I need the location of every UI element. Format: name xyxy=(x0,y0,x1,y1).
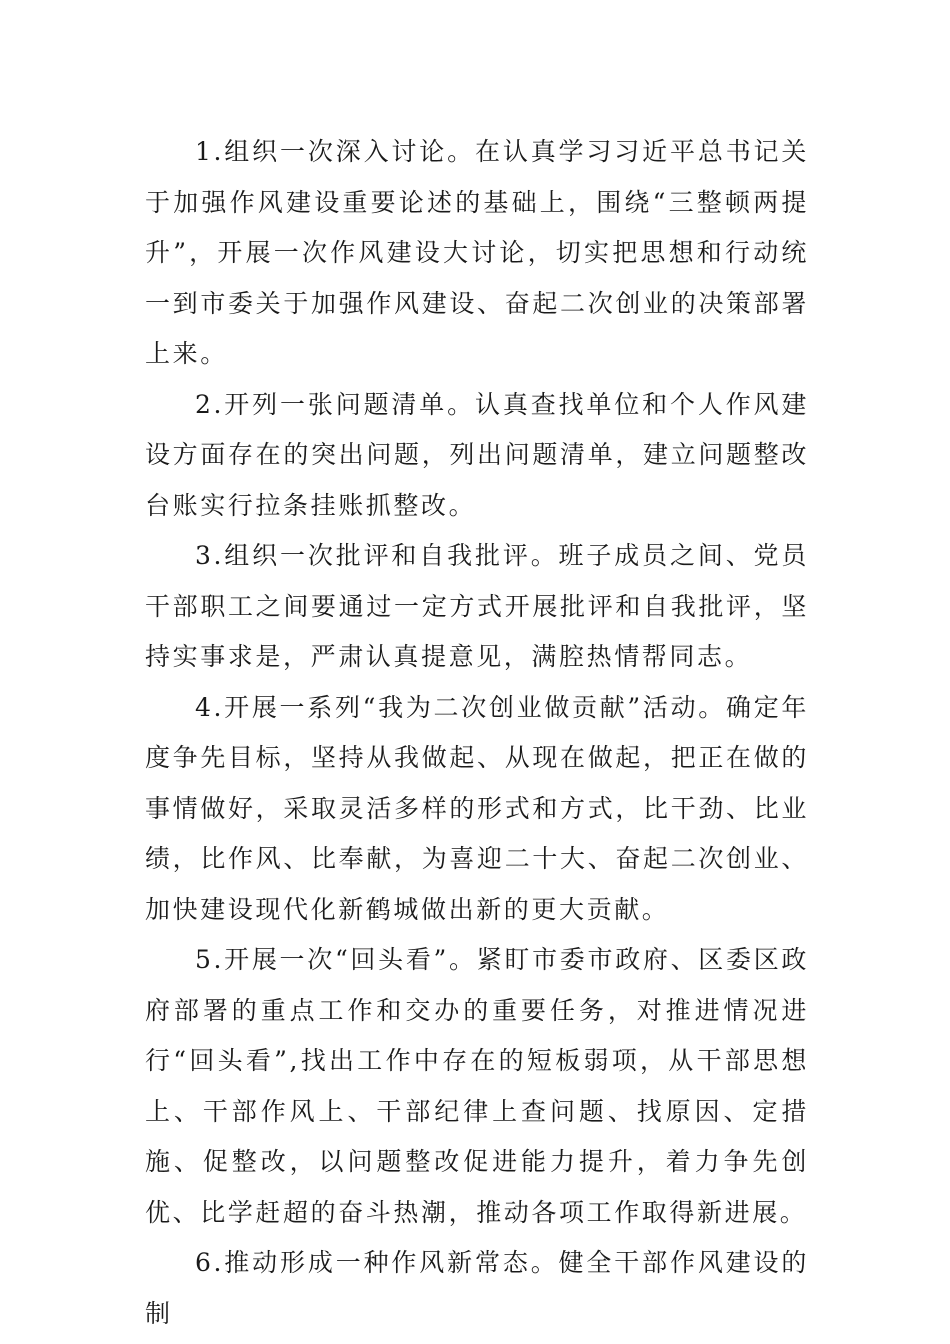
paragraph-2: 2.开列一张问题清单。认真查找单位和个人作风建设方面存在的突出问题，列出问题清单，建立问题整改台账实行拉条挂账抓整改。 xyxy=(145,389,809,520)
paragraph-3: 3.组织一次批评和自我批评。班子成员之间、党员干部职工之间要通过一定方式开展批评和自我批评，坚持实事求是，严肃认真提意见，满腔热情帮同志。 xyxy=(145,541,809,671)
paragraph-6: 6.推动形成一种作风新常态。健全干部作风建设的制 xyxy=(145,1248,809,1328)
paragraph-5: 5.开展一次“回头看”。紧盯市委市政府、区委区政府部署的重点工作和交办的重要任务，对推进情况进行“回头看”,找出工作中存在的短板弱项，从干部思想上、干部作风上、干部纪律上查问题、找原因、定措施、促整改，以问题整改促进能力提升，着力争先创优、比学赶超的奋斗热潮，推动各项工作取得新进展。 xyxy=(145,945,809,1227)
paragraph-1: 1.组织一次深入讨论。在认真学习习近平总书记关于加强作风建设重要论述的基础上，围绕“三整顿两提升”，开展一次作风建设大讨论，切实把思想和行动统一到市委关于加强作风建设、奋起二次创业的决策部署上来。 xyxy=(145,137,809,368)
paragraph-4: 4.开展一系列“我为二次创业做贡献”活动。确定年度争先目标，坚持从我做起、从现在做起，把正在做的事情做好，采取灵活多样的形式和方式，比干劲、比业绩，比作风、比奉献，为喜迎二十大、奋起二次创业、加快建设现代化新鹤城做出新的更大贡献。 xyxy=(145,692,809,924)
document-body xyxy=(145,127,809,1339)
